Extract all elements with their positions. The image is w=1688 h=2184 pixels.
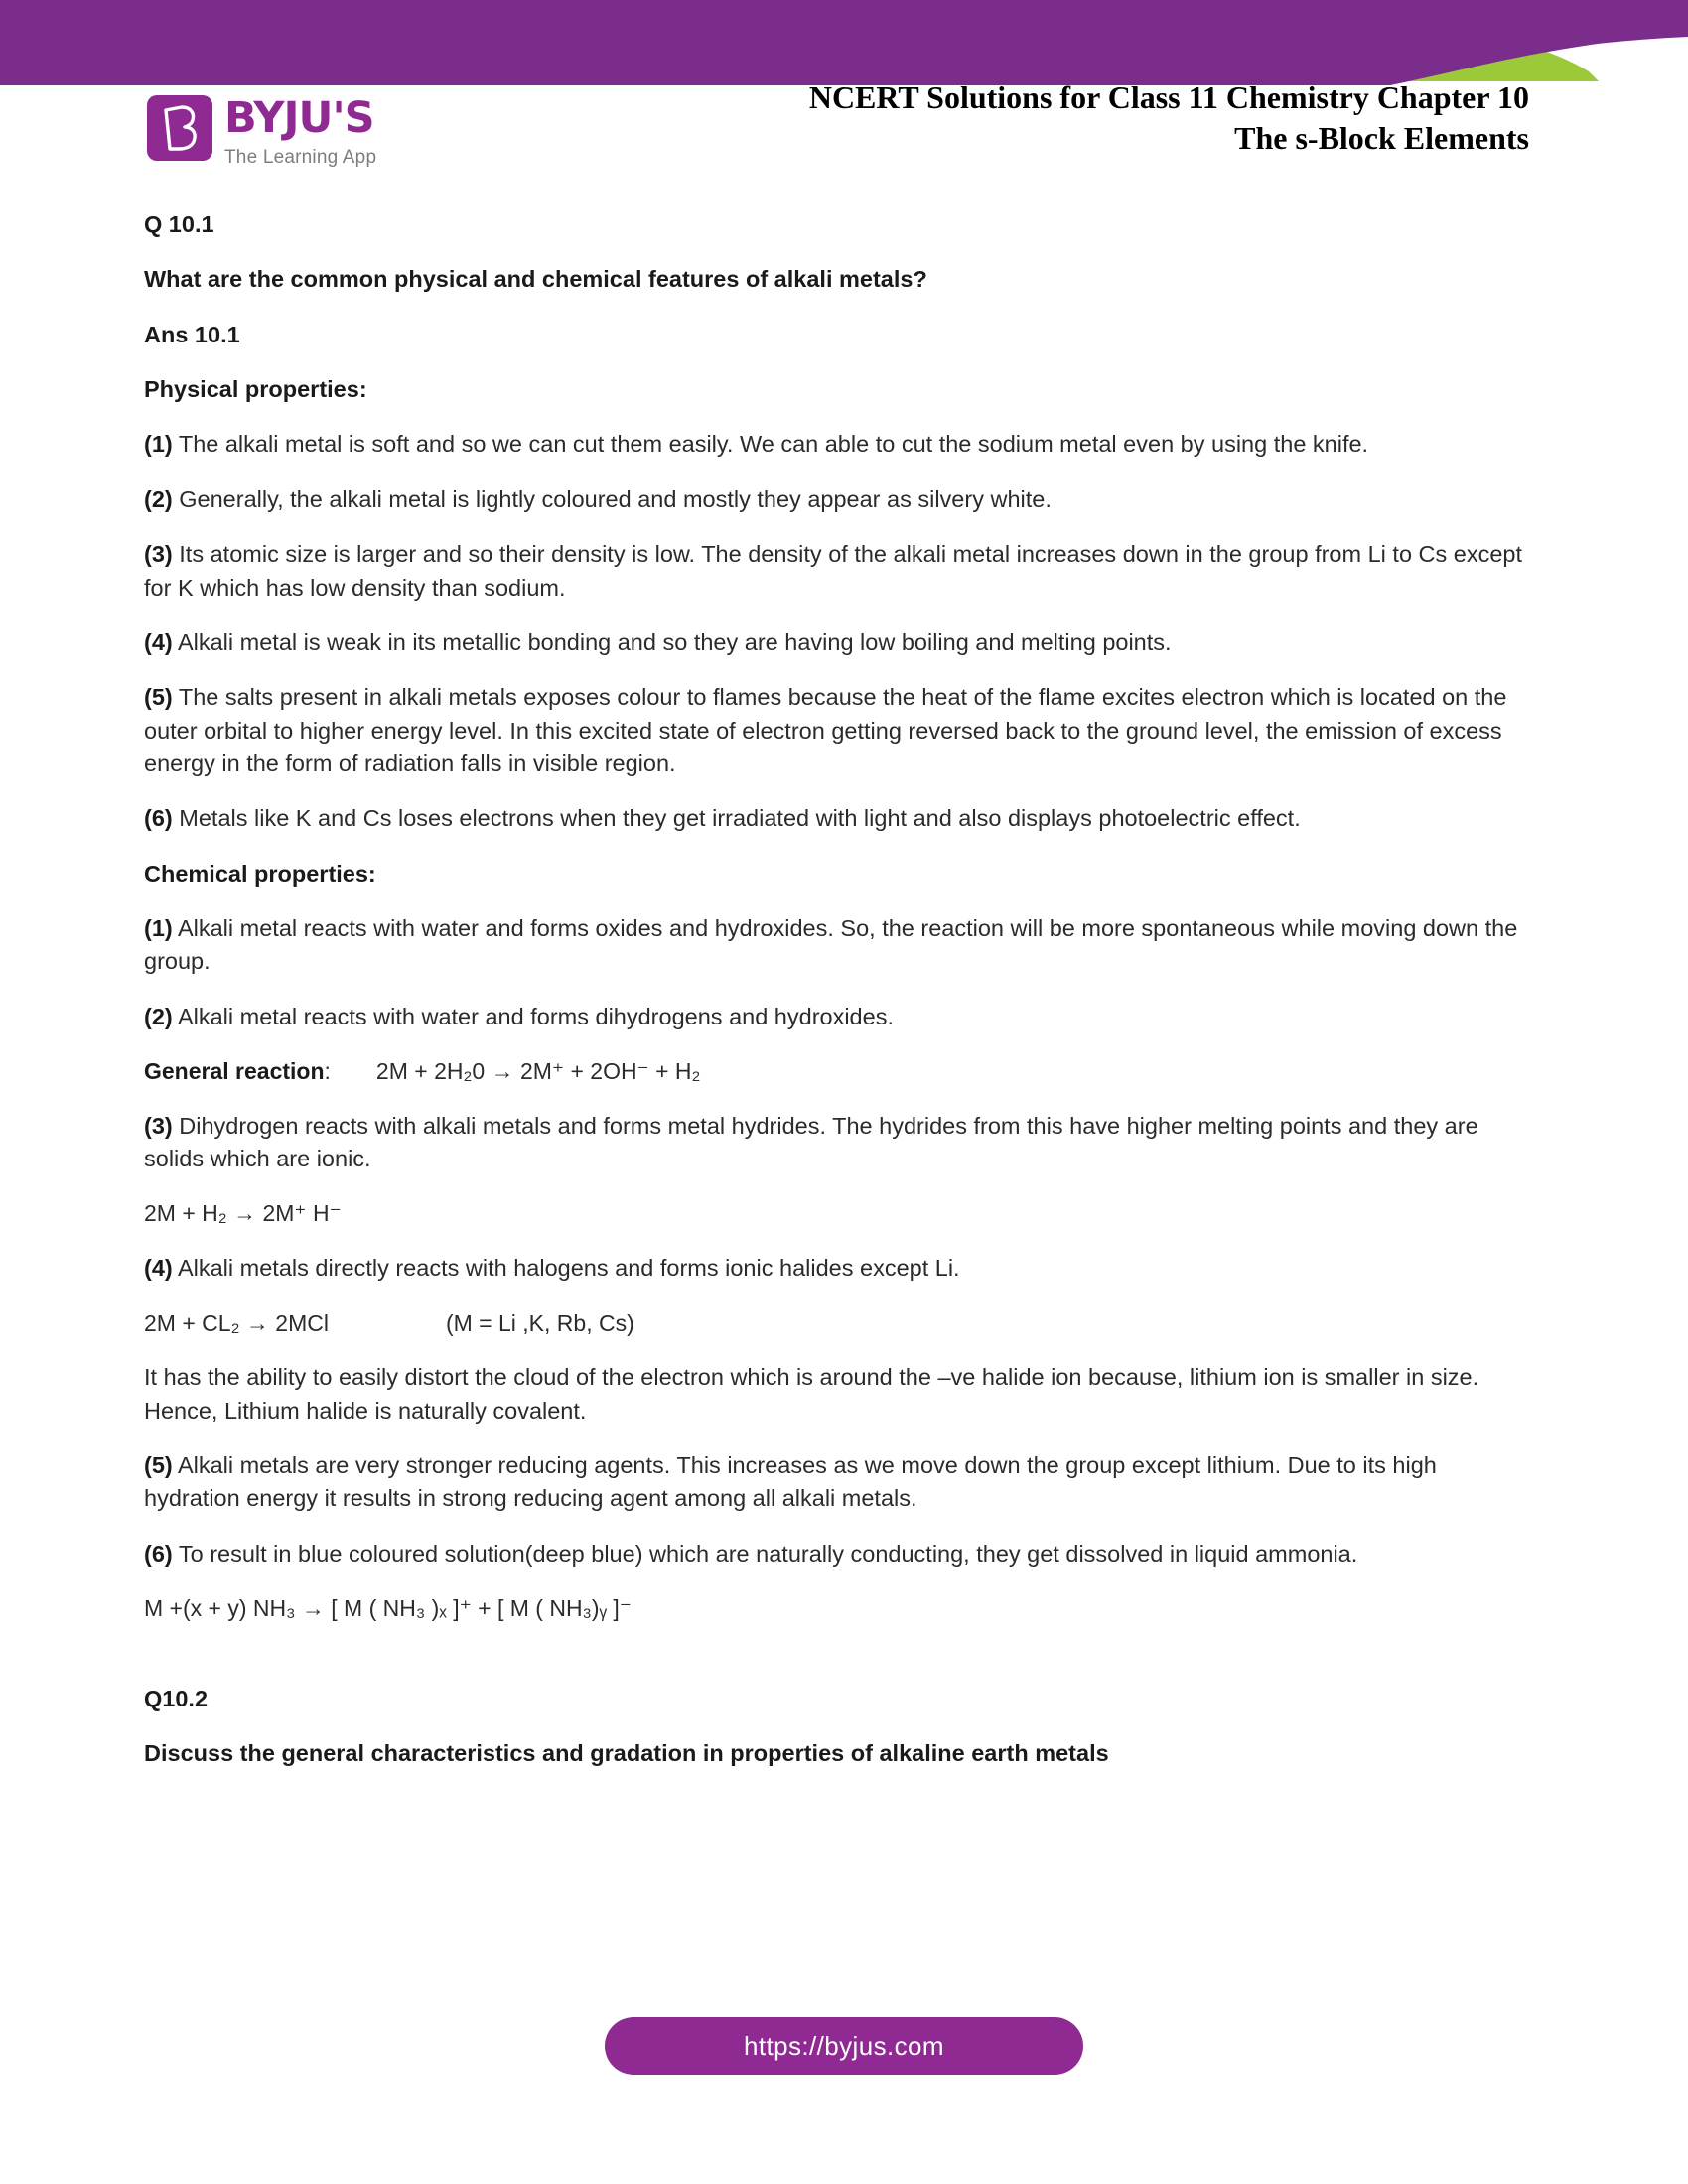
document-title-line-1: NCERT Solutions for Class 11 Chemistry Chapter 10 — [808, 79, 1529, 115]
list-number: (6) — [144, 805, 173, 832]
list-text: Alkali metals directly reacts with halogens and forms ionic halides except Li. — [172, 1255, 960, 1282]
b-letter-icon — [158, 104, 202, 152]
byjus-logo-mark — [147, 95, 212, 161]
list-text: The salts present in alkali metals exposes colour to flames because the heat of the flame excites electron which is located on the outer orbital to higher energy level. In this excited state of electron getting reversed back to the ground level, the emission of excess energy in the form of radiation falls in visible region. — [144, 684, 1507, 776]
document-title — [536, 77, 1529, 159]
general-reaction-label: General reaction — [144, 1058, 325, 1085]
chemical-property-item — [144, 912, 1534, 979]
list-number: (5) — [144, 1451, 173, 1478]
list-number: (2) — [144, 1003, 173, 1029]
list-text: Alkali metal reacts with water and forms dihydrogens and hydroxides. — [172, 1003, 894, 1029]
equation-halide: 2M + CL₂ → 2MCl — [144, 1309, 329, 1336]
header-band-svg — [0, 0, 1688, 89]
covalent-explanation: It has the ability to easily distort the cloud of the electron which is around the –ve halide ion because, lithium ion is smaller in size. Hence, Lithium halide is naturally covalent. — [144, 1364, 1479, 1424]
list-text: Alkali metals are very stronger reducing agents. This increases as we move down the group except lithium. Due to its high hydration energy it results in strong reducing agent among all alkali metals. — [144, 1451, 1437, 1512]
equation-halide-note: (M = Li ,K, Rb, Cs) — [445, 1309, 634, 1336]
list-text: Its atomic size is larger and so their density is low. The density of the alkali metal increases down in the group from Li to Cs except for K which has low density than sodium. — [144, 541, 1523, 601]
list-text: Dihydrogen reacts with alkali metals and forms metal hydrides. The hydrides from this have higher melting points and they are solids which are ionic. — [144, 1112, 1478, 1172]
list-text: Alkali metal reacts with water and forms oxides and hydroxides. So, the reaction will be more spontaneous while moving down the group. — [144, 915, 1518, 975]
answer-label-10-1: Ans 10.1 — [144, 321, 240, 347]
list-number: (6) — [144, 1540, 173, 1567]
physical-property-item — [144, 626, 1534, 659]
chemical-property-item — [144, 1252, 1534, 1285]
question-text-10-1: What are the common physical and chemical features of alkali metals? — [144, 266, 927, 293]
list-number: (4) — [144, 1255, 173, 1282]
chemical-properties-heading: Chemical properties: — [144, 860, 376, 887]
chemical-property-item — [144, 1110, 1534, 1176]
byjus-wordmark: BYJU'S — [224, 93, 374, 143]
footer-url-badge[interactable] — [605, 2017, 1083, 2075]
physical-property-item — [144, 428, 1534, 461]
list-number: (3) — [144, 1112, 173, 1139]
chemical-property-item — [144, 1001, 1534, 1033]
physical-property-item — [144, 538, 1534, 605]
list-text: To result in blue coloured solution(deep blue) which are naturally conducting, they get dissolved in liquid ammonia. — [172, 1540, 1358, 1567]
physical-property-item — [144, 681, 1534, 780]
footer-url-text: https://byjus.com — [744, 2030, 944, 2061]
list-text: Metals like K and Cs loses electrons when they get irradiated with light and also displays photoelectric effect. — [172, 805, 1301, 832]
list-text: Generally, the alkali metal is lightly coloured and mostly they appear as silvery white. — [172, 485, 1052, 512]
list-number: (1) — [144, 915, 173, 942]
equation-ammonia: M +(x + y) NH₃ → [ M ( NH₃ )ₓ ]⁺ + [ M ( NH₃)ᵧ ]⁻ — [144, 1594, 632, 1621]
list-number: (4) — [144, 628, 173, 655]
physical-property-item — [144, 802, 1534, 835]
physical-properties-heading: Physical properties: — [144, 376, 367, 403]
equation-halide-line — [144, 1307, 1534, 1340]
byjus-logo-text — [224, 95, 376, 167]
byjus-logo — [147, 95, 376, 167]
question-text-10-2: Discuss the general characteristics and gradation in properties of alkaline earth metals — [144, 1739, 1109, 1766]
list-number: (1) — [144, 431, 173, 458]
general-reaction-colon: : — [324, 1058, 331, 1085]
list-number: (3) — [144, 541, 173, 568]
chemical-property-item — [144, 1449, 1534, 1516]
list-number: (2) — [144, 485, 173, 512]
general-reaction-line — [144, 1055, 1534, 1088]
document-body — [144, 208, 1534, 1792]
document-title-line-2: The s-Block Elements — [1234, 119, 1529, 156]
equation-water: 2M + 2H₂0 → 2M⁺ + 2OH⁻ + H₂ — [375, 1058, 701, 1085]
question-label-10-1: Q 10.1 — [144, 211, 214, 237]
question-label-10-2: Q10.2 — [144, 1685, 209, 1711]
equation-hydride: 2M + H₂ → 2M⁺ H⁻ — [144, 1200, 342, 1227]
list-text: Alkali metal is weak in its metallic bonding and so they are having low boiling and melting points. — [172, 628, 1172, 655]
list-text: The alkali metal is soft and so we can cut them easily. We can able to cut the sodium metal even by using the knife. — [172, 431, 1369, 458]
header-decoration-band — [0, 0, 1688, 89]
chemical-property-item — [144, 1538, 1534, 1570]
byjus-tagline: The Learning App — [224, 147, 377, 168]
physical-property-item — [144, 483, 1534, 516]
list-number: (5) — [144, 684, 173, 711]
